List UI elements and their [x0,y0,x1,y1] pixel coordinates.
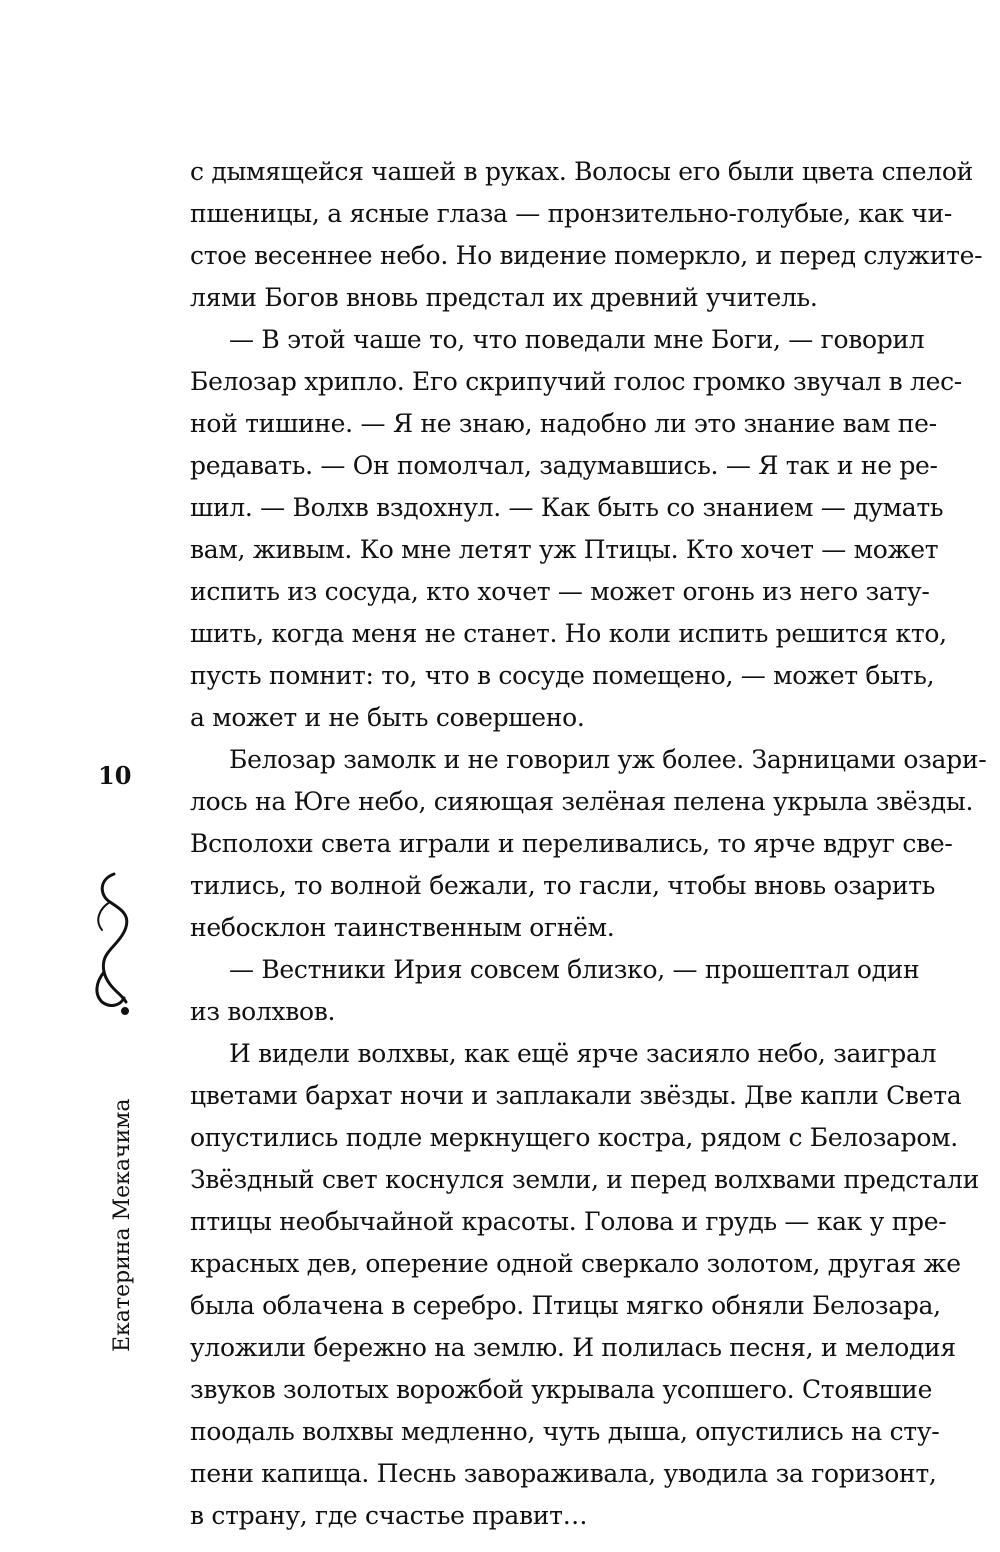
text-line: небосклон таинственным огнём. [190,913,615,942]
text-line: из волхвов. [190,997,336,1026]
text-line: уложили бережно на землю. И полилась песня, и мелодия [190,1333,956,1362]
author-name: Екатерина Мекачима [110,1098,135,1352]
text-line: Белозар хрипло. Его скрипучий голос громко звучал в лес- [190,367,962,396]
text-line: была облачена в серебро. Птицы мягко обняли Белозара, [190,1291,941,1320]
text-line: Белозар замолк и не говорил уж более. Зарницами озари- [229,745,987,774]
text-line: вам, живым. Ко мне летят уж Птицы. Кто хочет — может [190,535,939,564]
text-line: шить, когда меня не станет. Но коли испить решится кто, [190,619,947,648]
text-line: опустились подле меркнущего костра, рядом с Белозаром. [190,1123,958,1152]
text-line: поодаль волхвы медленно, чуть дыша, опустились на сту- [190,1417,940,1446]
text-line: звуков золотых ворожбой укрывала усопшего. Стоявшие [190,1375,933,1404]
text-line: — В этой чаше то, что поведали мне Боги, — говорил [229,325,925,354]
text-line: тились, то волной бежали, то гасли, чтобы вновь озарить [190,871,936,900]
text-line: Всполохи света играли и переливались, то ярче вдруг све- [190,829,953,858]
text-line: И видели волхвы, как ещё ярче засияло небо, заиграл [229,1039,937,1068]
text-line: в страну, где счастье правит… [190,1501,588,1530]
text-line: ной тишине. — Я не знаю, надобно ли это знание вам пе- [190,409,937,438]
swirl-ornament-icon [80,870,150,1020]
text-line: лями Богов вновь предстал их древний учитель. [190,283,818,312]
text-line: красных дев, оперение одной сверкало золотом, другая же [190,1249,961,1278]
swirl-ornament-svg [80,870,150,1020]
text-line: Звёздный свет коснулся земли, и перед волхвами предстали [190,1165,979,1194]
text-line: птицы необычайной красоты. Голова и грудь — как у пре- [190,1207,947,1236]
text-line: лось на Юге небо, сияющая зелёная пелена укрыла звёзды. [190,787,974,816]
text-line: а может и не быть совершено. [190,703,585,732]
text-line: пшеницы, а ясные глаза — пронзительно-голубые, как чи- [190,199,953,228]
page-number: 10 [98,761,132,790]
text-line: с дымящейся чашей в руках. Волосы его были цвета спелой [190,157,973,186]
text-line: испить из сосуда, кто хочет — может огонь из него зату- [190,577,930,606]
text-line: стое весеннее небо. Но видение померкло, и перед служите- [190,241,983,270]
text-line: — Вестники Ирия совсем близко, — прошептал один [229,955,920,984]
text-line: пусть помнит: то, что в сосуде помещено, — может быть, [190,661,935,690]
running-author-name [110,1098,150,1392]
text-line: пени капища. Песнь завораживала, уводила за горизонт, [190,1459,937,1488]
text-line: цветами бархат ночи и заплакали звёзды. Две капли Света [190,1081,962,1110]
text-line: шил. — Волхв вздохнул. — Как быть со знанием — думать [190,493,944,522]
text-line: редавать. — Он помолчал, задумавшись. — Я так и не ре- [190,451,938,480]
